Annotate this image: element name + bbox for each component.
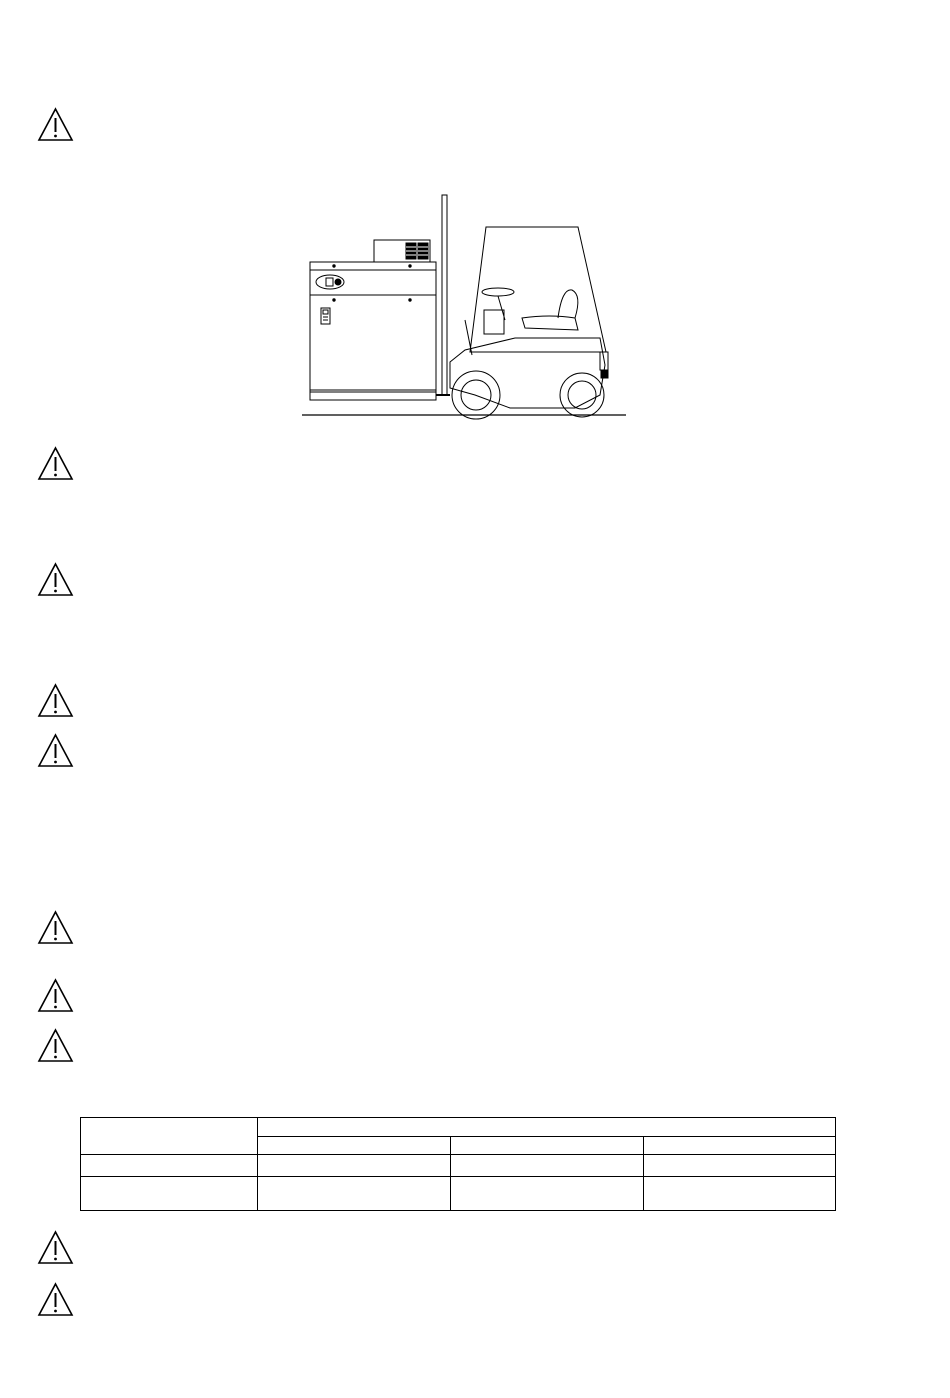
warning-icon-9 — [37, 1230, 74, 1265]
table-row — [81, 1155, 836, 1177]
table-cell — [258, 1177, 451, 1211]
table-cell — [644, 1137, 836, 1155]
warning-icon-7 — [37, 978, 74, 1013]
warning-icon-1 — [37, 107, 74, 142]
table-cell — [81, 1177, 258, 1211]
warning-icon-5 — [37, 733, 74, 768]
table-cell — [81, 1118, 258, 1155]
table-cell — [644, 1155, 836, 1177]
table-cell — [258, 1137, 451, 1155]
warning-icon-2 — [37, 446, 74, 481]
warning-icon-8 — [37, 1028, 74, 1063]
table-cell — [81, 1155, 258, 1177]
warning-icon-6 — [37, 910, 74, 945]
warning-icon-3 — [37, 562, 74, 597]
warning-icon-4 — [37, 683, 74, 718]
table-cell — [644, 1177, 836, 1211]
table-row — [81, 1177, 836, 1211]
warning-icon-10 — [37, 1282, 74, 1317]
table-row — [81, 1118, 836, 1137]
table-cell — [258, 1155, 451, 1177]
table-cell — [451, 1137, 644, 1155]
table-cell — [451, 1155, 644, 1177]
spec-table — [80, 1117, 836, 1211]
forklift-illustration — [300, 190, 628, 420]
table-cell — [258, 1118, 836, 1137]
table-cell — [451, 1177, 644, 1211]
